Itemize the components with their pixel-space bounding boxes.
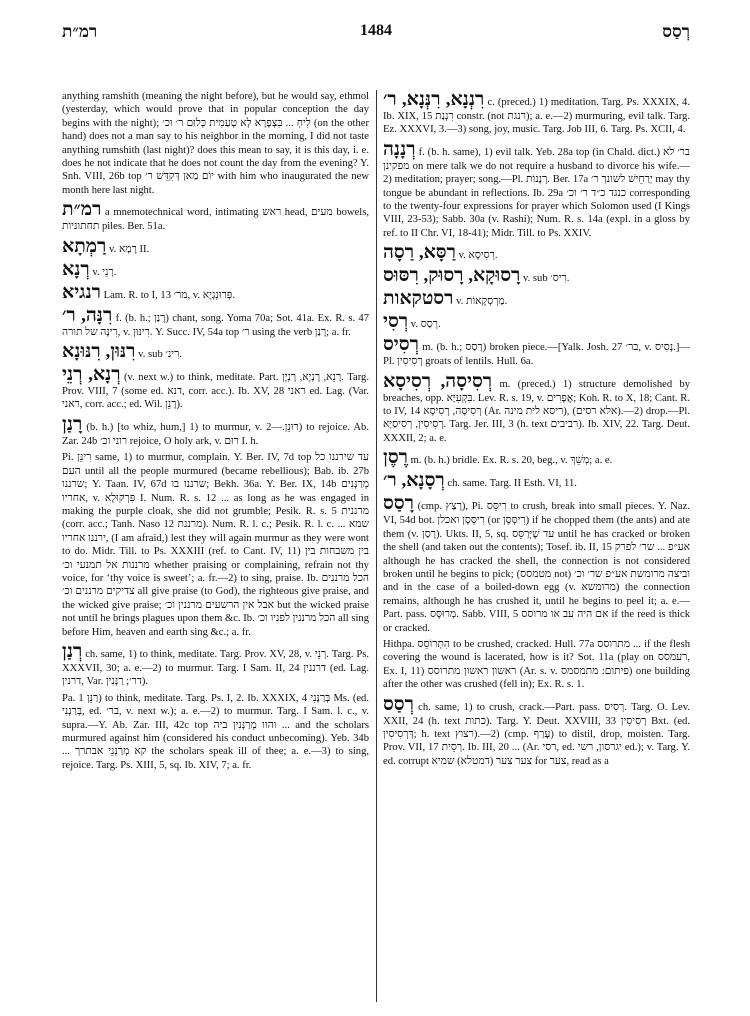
entry-definition: m. (b. h.; רָסַס) broken piece.—[Yalk. Josh. 27 בר׳, v. נְסִיס.]—Pl. רְסִיסִין groats of lentils. Hull. 6a. <box>383 342 690 368</box>
entry-definition: v. מַרְסְקָאוֹת. <box>456 296 508 308</box>
dictionary-entry <box>62 90 369 197</box>
entry-headword: רֶסֶן <box>383 447 408 469</box>
entry-definition: ch. same. Targ. II Esth. VI, 11. <box>447 478 577 490</box>
entry-headword: רַסָּא, רַסָה <box>383 242 456 264</box>
entry-headword: רַמְתָא <box>62 235 107 257</box>
dictionary-entry <box>383 372 690 446</box>
entry-headword: רִנּוּן, רִנּוּנָא <box>62 341 136 363</box>
dictionary-entry <box>383 289 690 309</box>
dictionary-entry <box>62 415 369 448</box>
entry-definition: c. (preced.) 1) meditation. Targ. Ps. XXXIX, 4. Ib. XIX, 15 רִנְנַת constr. (not רנגת); a. e.—2) murmuring, evil talk. Targ. Ez. XXXVI, 3.—3) song, joy, music. Targ. Job III, 6. Targ. Ps. XCII, 4. <box>383 97 690 136</box>
entry-headword: רִנְנָא, רִנְּנָא, ר׳ <box>383 90 485 110</box>
entry-definition: Pa. רַנֵּן 1) to think, meditate. Targ. Ps. I, 2. Ib. XXXIX, 4 בְּרַנָּנִי Ms. (ed. בְּרַנְנִי, ed. בר׳, v. next w.); a. e.—2) to murmur. Targ. I Sam. l. c., v. supra.—Y. Ab. Zar. III, 42c top והוו מְרַנְּנִין ביה ... and the scholars murmured against him (considered his conduct unbecoming). Yeb. 34b ... קא מְרַנְּנֵי אבתרך the scholars speak ill of thee; a. e.—3) to sing, rejoice. Targ. Ps. XIII, 5, sq. Ib. XIV, 7; a. fr. <box>62 692 369 771</box>
entry-definition: v. רְסִיסָא. <box>458 250 498 262</box>
header-left-catchword: רמ״ת <box>62 22 98 41</box>
entry-definition: m. (preced.) 1) structure demolished by breaches, opp. בִּקְעִיָּא. Lev. R. s. 19, v. אֲפָרִים; Koh. R. to X, 18; Cant. R. to IV, 14 רְסִיסָה, רְסִיסָא (Ar. ריסא לית מינה), (אלא רסים).—2) drop.—Pl. רְסִיסִין, רְסִיסַיָּא. Targ. Jer. III, 3 (h. text רביבים). Ib. XIV, 22. Targ. Deut. XXXII, 2; a. e. <box>383 378 690 444</box>
left-column <box>62 90 369 1002</box>
dictionary-entry <box>62 283 369 303</box>
entry-definition: f. (b. h.; רָנַן) chant, song. Yoma 70a; Sot. 41a. Ex. R. s. 47 רִינָּה של תורה, v. רִינּוּן. Y. Succ. IV, 54a top ר׳ using the verb רָנַן; a. fr. <box>62 312 369 338</box>
entry-headword: רָסוּקָא, רָסוּק, רִסּוּס <box>383 265 521 287</box>
entry-headword: רנגיא <box>62 281 101 303</box>
dictionary-entry <box>383 312 690 332</box>
entry-definition: anything ramshith (meaning the night before), but he would say, ethmol (yesterday, which would prove that in popular conception the day begins with the night); לִיחְ ... בִּצְפָרָא לָא טְעַמִית כְּלוּם ר׳ וכ׳ (on the other hand) does not a man say to his neighbor in the morning, I did not taste anything rumshith (last night)? does this mean to say, it is this day, i. e. does he not indicate that he does not count the day from the evening? Y. Snh. VIII, 26b top יוֹם מַאן דְּקִדֵּשׁ ר׳ with him who inaugurated the new month here last night. <box>62 91 369 196</box>
entry-headword: רָסַס <box>383 493 414 515</box>
entry-headword: רָנַן <box>62 413 83 435</box>
entry-headword: רמ״ת <box>62 199 102 221</box>
entry-definition: v. רְסַס. <box>410 319 441 331</box>
dictionary-entry <box>62 306 369 339</box>
entry-definition: Hithpa. הִתְרוֹסֵס to be crushed, cracked. Hull. 77a מתרוסס ... if the flesh covering the wound is lacerated, how is it? Sot. 11a (play on רעמסס, Ex. I, 11) ראשון ראשון מתרוסס (Ar. s. v. פיתום: מתמסמס) one building after the other was crushed (fell in); Ex. R. s. 1. <box>383 638 690 691</box>
dictionary-entry <box>383 266 690 286</box>
entry-definition: (v. next w.) to think, meditate. Part. רָנֵא, רָנְיָא, רָנְיָן. Targ. Prov. VIII, 7 (some ed. דנא, corr. acc.). Ib. XV, 28 ראני ed. Lag. (Var. ראני, corr. acc.; ed. Wil. רָנֵן). <box>62 372 369 411</box>
column-divider <box>376 90 377 1002</box>
entry-headword: רסטקאות <box>383 288 454 310</box>
dictionary-entry <box>383 448 690 468</box>
entry-headword: רִנָּה, ר׳ <box>62 304 113 326</box>
dictionary-entry <box>62 451 369 639</box>
entry-definition: m. (b. h.) bridle. Ex. R. s. 20, beg., v. מְשֵׁךְ; a. e. <box>410 455 613 467</box>
dictionary-entry <box>62 642 369 689</box>
entry-definition: v. sub רִיס׳. <box>523 273 570 285</box>
header-right-catchword: רְסַס <box>662 22 690 41</box>
entry-headword: רְסִיס <box>383 334 419 356</box>
entry-definition: v. sub רִינ׳. <box>138 349 182 361</box>
dictionary-entry <box>62 365 369 412</box>
dictionary-entry <box>383 471 690 491</box>
page-header <box>62 22 690 46</box>
entry-headword: רְסִיסָה, רְסִיסָא <box>383 370 493 392</box>
entry-headword: רְסָנָא, ר׳ <box>383 470 445 492</box>
dictionary-entry <box>383 695 690 769</box>
entry-headword: רְסִי <box>383 311 409 333</box>
entry-definition: ch. same, 1) to crush, crack.—Part. pass. רְסִיס. Targ. O. Lev. XXII, 24 (h. text כתות). Targ. Y. Deut. XXVIII, 33 רְסִיסִין Bxt. (ed. דְּרְסִיסִין; h. text רצוץ).—2) (cmp. עָרַף) to distil, drop, moisten. Targ. Prov. VII, 17 רְסֵית. Ib. III, 20 ... (Ar. רסי, ed. יגרסון, רשי ed.); v. Targ. Y. ed. corrupt צער צער (דמטלא) שמיא for צער, read as a <box>383 701 690 767</box>
entry-headword: רְנָא, רְנֵי <box>62 364 121 386</box>
entry-headword: רְנַן <box>62 640 83 662</box>
entry-definition: Pi. רִינֵּן same, 1) to murmur, complain. Y. Ber. IV, 7d top עד שירננו כל העם until all the people murmured (became rebellious); Bab. ib. 27b שרננו; Y. Taan. IV, 67d שרננו בו; Bekh. 36a. Y. Ber. IX, 14b מְרַנְּנִים אחריו, v. פִּרְקוּלָא I. Num. R. s. 12 ... as long as he was engaged in making the purple cloak, she did not grumble; Pesik. R. s. 5 מרננית (corr. acc.; Tanh. Naso 12 מרננת). Num. R. l. c.; Pesik. R. l. c. ... שמא ירננו אחריו, (I am afraid,) lest they will again murmur as they were wont to do. Midr. Till. to Ps. XXXIII (ref. to Cant. IV, 11) בין משבחות בין מרננות אל תמנעי וכ׳ whether praising or complaining, refrain not thy voice, for ‘thy voice is sweet’; a. fr.—2) to sing, praise. Ib. הכל מרננים צדיקים מרננים וכ׳ all give praise (to God), the righteous give praise, and the wicked give praise; אבל אין הרשעים מרננין וכ׳ but the wicked praise not until he brings plagues upon them &c. Ib. הכל מרננין לפניו וכ׳ all sing before Him, heaven and earth sing &c.; a. fr. <box>62 452 369 638</box>
dictionary-entry <box>383 140 690 240</box>
entry-definition: v. רָמָא II. <box>109 243 150 255</box>
page-number: 1484 <box>360 22 392 39</box>
dictionary-entry <box>383 335 690 368</box>
right-column <box>383 90 690 1002</box>
entry-definition: Lam. R. to I, 13 מר׳, v. פְּרוּנְגָיָא. <box>103 289 235 301</box>
dictionary-entry <box>62 692 369 772</box>
entry-headword: רְנָא <box>62 258 90 280</box>
entry-definition: (b. h.) [to whiz, hum,] 1) to murmur, v. רוּנֵן.—2) to rejoice. Ab. Zar. 24b רוני וכ׳ rejoice, O holy ark, v. רוּם I. h. <box>62 421 369 447</box>
entry-definition: v. רָנֵי. <box>92 266 117 278</box>
dictionary-entry <box>62 237 369 257</box>
dictionary-entry <box>383 90 690 137</box>
dictionary-entry <box>383 243 690 263</box>
entry-headword: רְנָנָה <box>383 138 416 160</box>
dictionary-entry <box>62 260 369 280</box>
entry-definition: (cmp. רָצַץ), Pi. רִיסֵּס to crush, break into small pieces. Y. Naz. VI, 54d bot. רִיסְּסָן ואכלן (or רִיסְּסָן) if he chopped them (the ants) and ate them (v. רָסַן). Ukts. II, 5, sq. עד שֶׁיְּרַסֵּס until he has cracked or broken the shell (and taken out the contents); Tosef. ib. II, 15 אע״פ ... שר׳ לפרק although he has cracked the shell, the connection is not considered broken until he begins to pick; (מטמסס not) וביצה מרומשת אע״פ שר׳ וכ׳ and in the case of a boiled-down egg (v. מרומשא) the connection remains, although he has crushed it, until he begins to peel it; a. e.—Part. pass. מְרוּסָּס. Sabb. VIII, 5 אם היה עב או מרוסס if the reed is thick or cracked. <box>383 501 690 634</box>
dictionary-entry <box>383 494 690 635</box>
dictionary-entry <box>62 342 369 362</box>
entry-definition: ch. same, 1) to think, meditate. Targ. Prov. XV, 28, v. רְנֵי. Targ. Ps. XXXVII, 30; a. e.—2) to murmur. Targ. I Sam. II, 24 דרננין (ed. Lag. דרנין, Var. דר׳; רַנְּנִין). <box>62 648 369 688</box>
entry-headword: רְסַס <box>383 693 414 715</box>
dictionary-entry <box>383 638 690 692</box>
entry-definition: a mnemotechnical word, intimating ראש head, מעים bowels, תחתוניות piles. Ber. 51a. <box>62 207 369 233</box>
dictionary-entry <box>62 200 369 233</box>
entry-definition: f. (b. h. same), 1) evil talk. Yeb. 28a top (in Chald. dict.) בר׳ לא מפקינן on mere talk we do not require a husband to divorce his wife.—2) meditation; prayer; song.—Pl. רְנָנוֹת. Ber. 17a יְרַחֵישׁ לשונך ר׳ may thy tongue be abundant in reflections. Ib. 29a כנגד כ״ד ר׳ וכ׳ corresponding to the twenty-four expressions for prayer which Solomon used (I Kings VIII, 23-53); Sabb. 30a (v. Rashi); Num. R. s. 14a (expl. in a gloss by ref. to II Chr. VI, 18-41); Midr. Till. to Ps. XXIV. <box>383 146 690 239</box>
